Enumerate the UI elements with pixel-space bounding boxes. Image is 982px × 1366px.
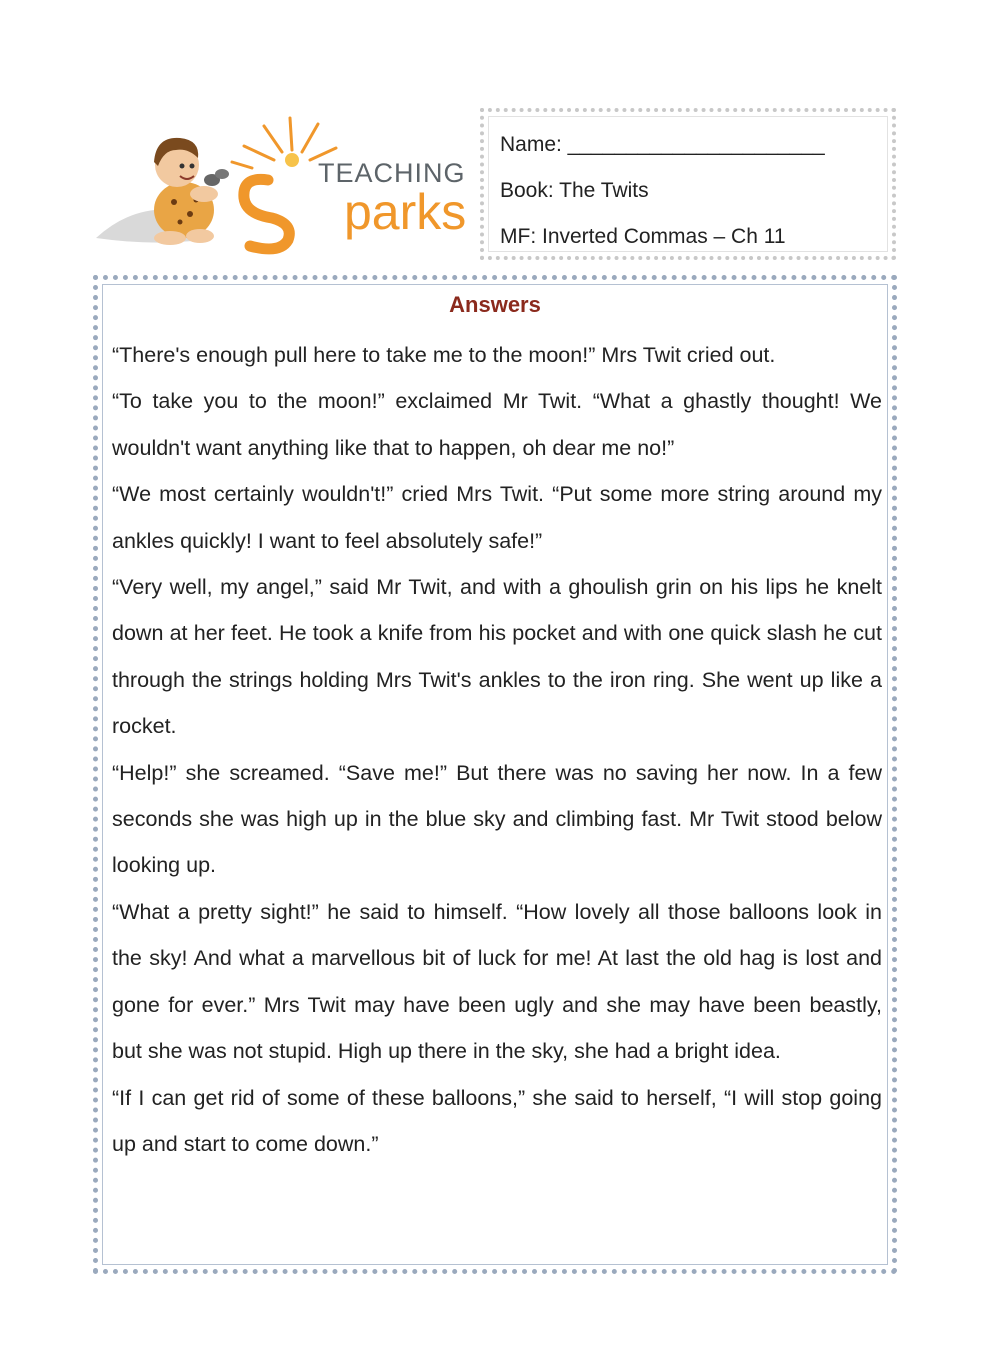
answers-text <box>112 332 882 1167</box>
paragraph: “What a pretty sight!” he said to himself. “How lovely all those balloons look in the sky! And what a marvellous bit of luck for me! At last the old hag is lost and gone for ever.” Mrs Twit may have been ugly and she may have been beastly, but she was not stupid. High up there in the sky, she had a bright idea. <box>112 899 882 1064</box>
paragraph: “To take you to the moon!” exclaimed Mr Twit. “What a ghastly thought! We wouldn't want anything like that to happen, oh dear me no!” <box>112 389 882 460</box>
brand-top-text: TEACHING <box>318 158 466 188</box>
answers-title: Answers <box>449 292 541 317</box>
mf-topic: MF: Inverted Commas – Ch 11 <box>500 225 786 248</box>
student-info-box <box>480 108 896 260</box>
brand-bottom-text: parks <box>344 184 467 240</box>
paragraph: “Help!” she screamed. “Save me!” But there was no saving her now. In a few seconds she was high up in the blue sky and climbing fast. Mr Twit stood below looking up. <box>112 760 882 878</box>
teaching-sparks-logo <box>92 110 467 260</box>
answers-box <box>93 275 897 1274</box>
paragraph: “We most certainly wouldn't!” cried Mrs Twit. “Put some more string around my ankles quickly! I want to feel absolutely safe!” <box>112 482 882 553</box>
paragraph: “If I can get rid of some of these balloons,” she said to herself, “I will stop going up and start to come down.” <box>112 1085 882 1156</box>
book-title: Book: The Twits <box>500 179 649 202</box>
name-field-label: Name: ______________________ <box>500 133 825 156</box>
paragraph: “There's enough pull here to take me to the moon!” Mrs Twit cried out. <box>112 343 776 367</box>
paragraph: “Very well, my angel,” said Mr Twit, and with a ghoulish grin on his lips he knelt down at her feet. He took a knife from his pocket and with one quick slash he cut through the strings holding Mrs Twit's ankles to the iron ring. She went up like a rocket. <box>112 575 882 739</box>
